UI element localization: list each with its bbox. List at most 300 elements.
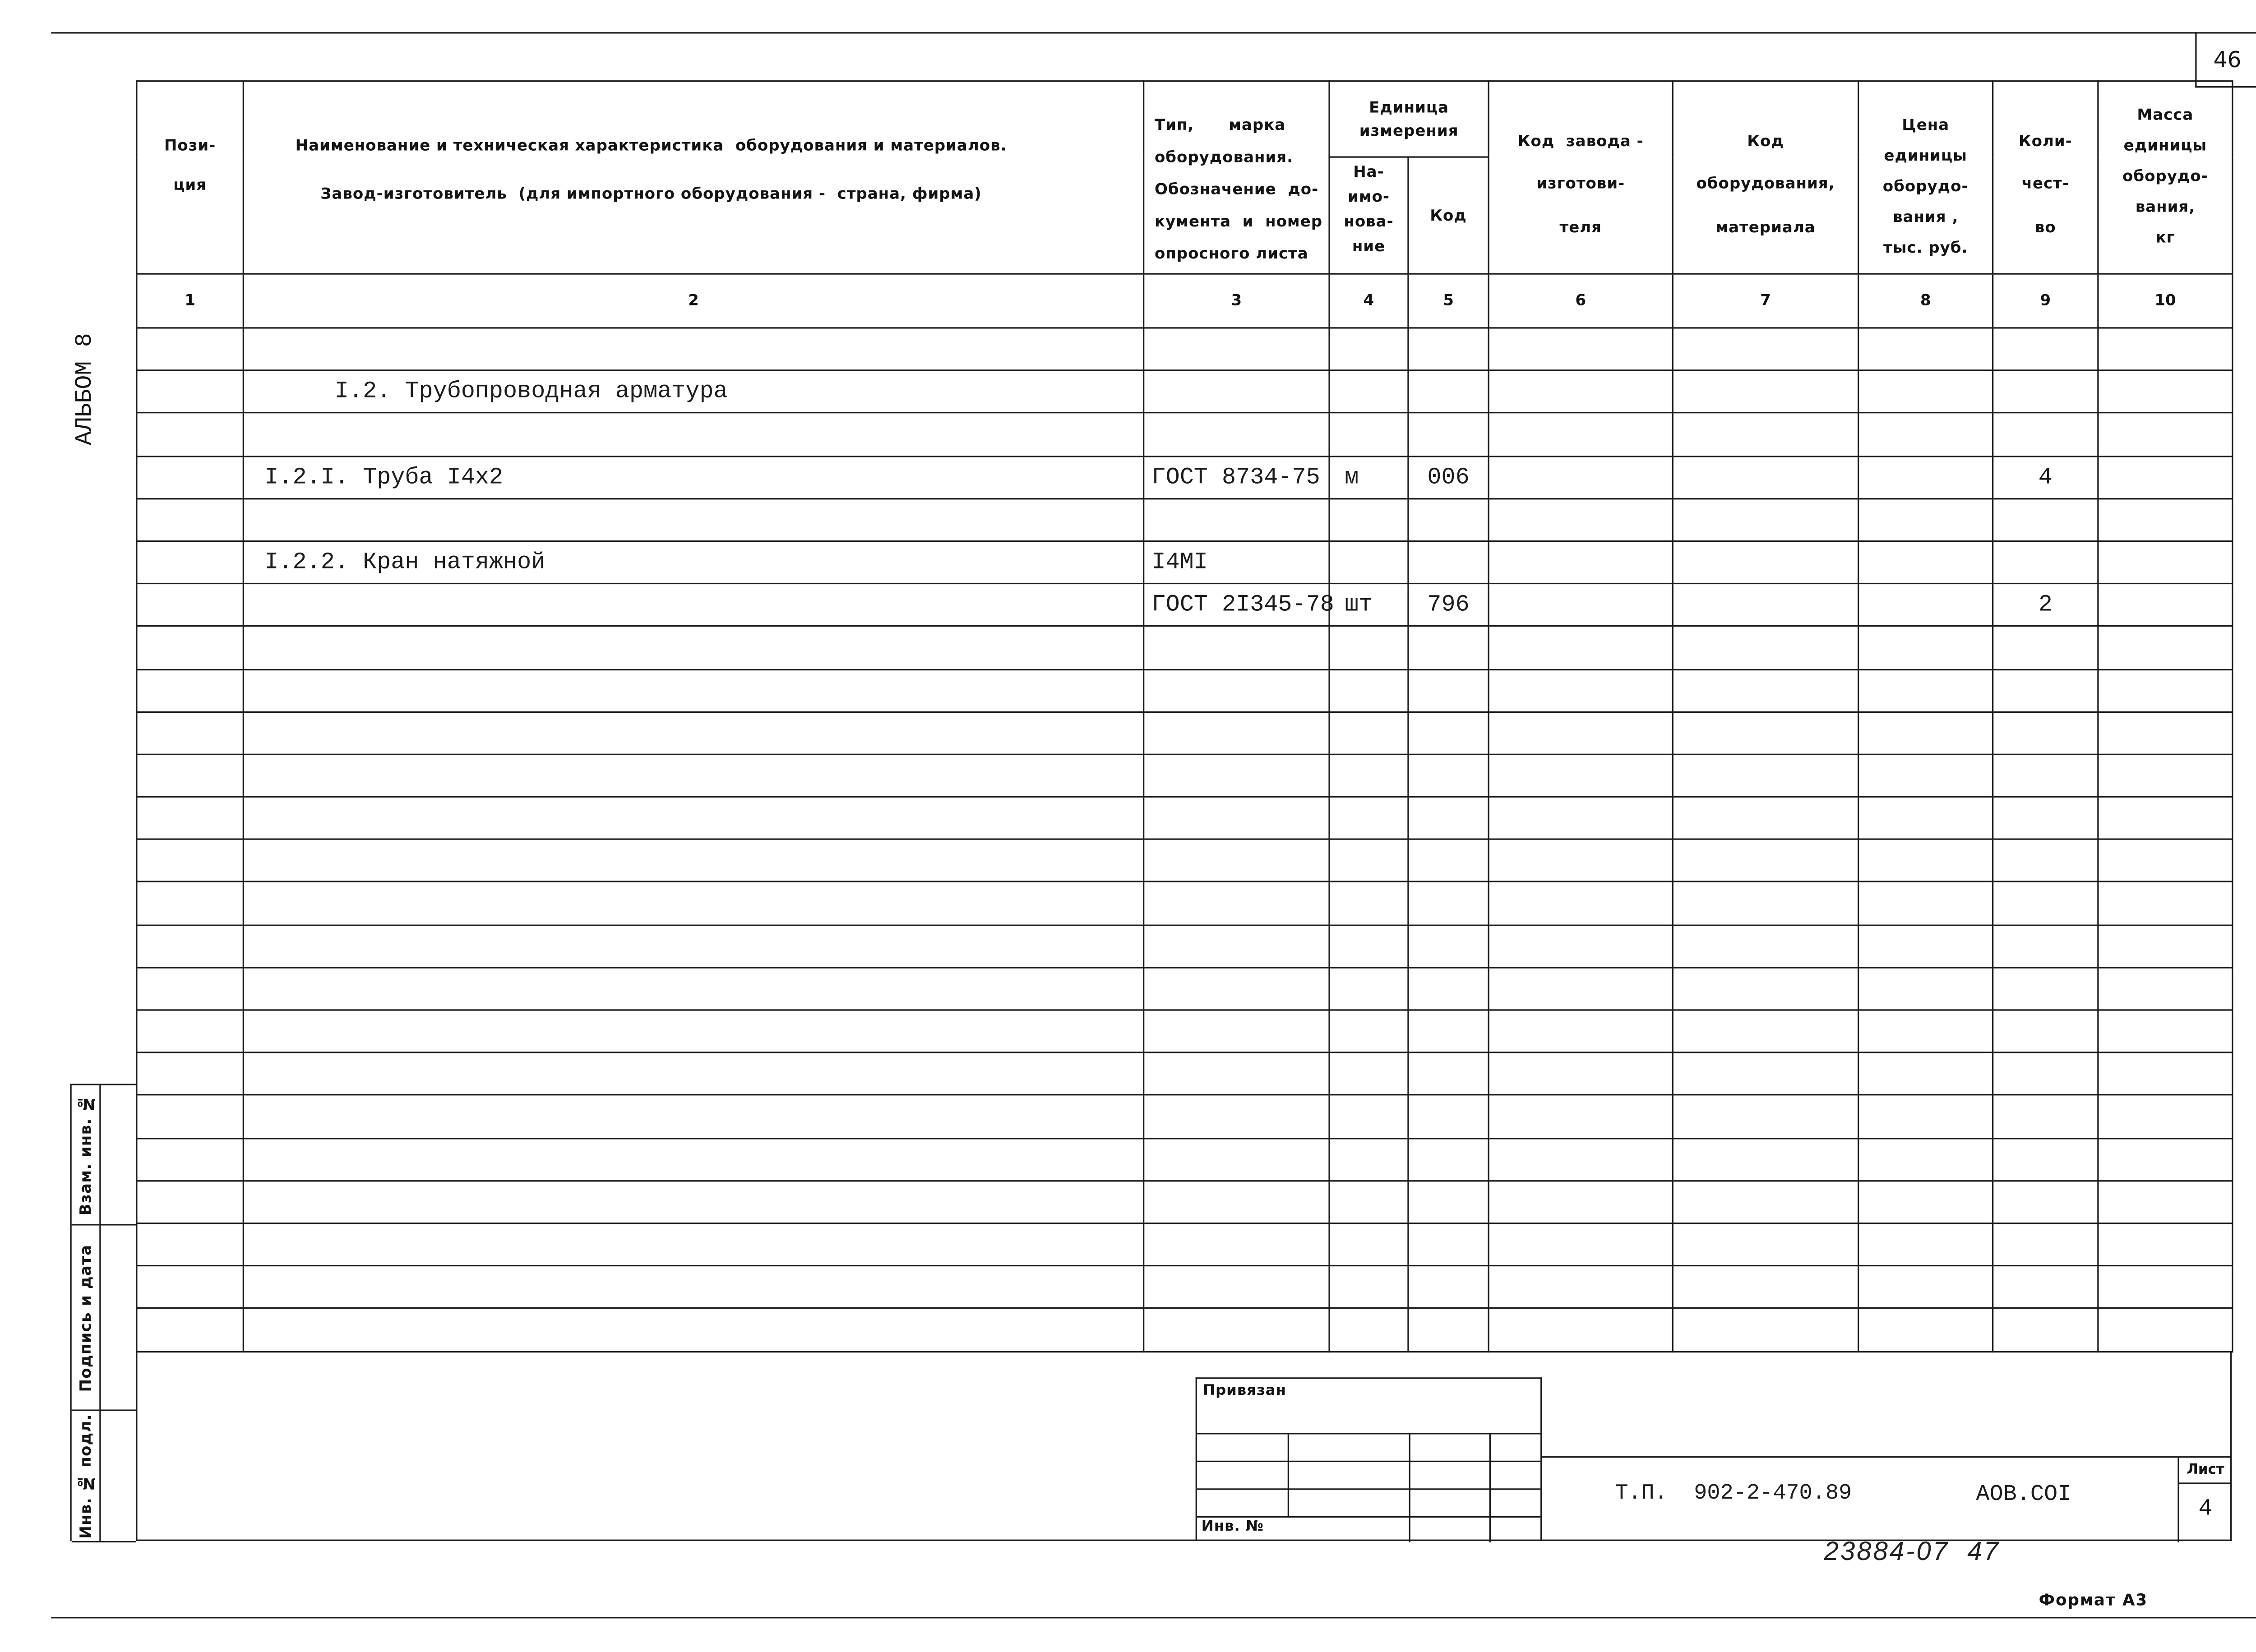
divider [1489, 1433, 1491, 1542]
unit-price-cell [1858, 626, 1993, 669]
designation-cell [1144, 498, 1329, 541]
table-row [137, 498, 2233, 541]
unit-code-cell [1408, 1308, 1489, 1351]
unit-price-cell [1858, 328, 1993, 371]
plant-code-cell [1489, 584, 1673, 627]
header-line: оборудо- [2122, 168, 2208, 186]
unit-code-cell [1408, 1052, 1489, 1095]
plant-code-cell [1489, 967, 1673, 1010]
name-cell [243, 1138, 1143, 1181]
table-row [137, 626, 2233, 669]
position-cell [137, 1266, 243, 1309]
plant-code-cell [1489, 1223, 1673, 1266]
plant-code-cell [1489, 370, 1673, 413]
unit-code-cell [1408, 669, 1489, 712]
plant-code-cell [1489, 754, 1673, 797]
quantity-cell [1993, 797, 2098, 840]
name-cell [243, 711, 1143, 754]
header-line: кумента и номер [1154, 212, 1323, 230]
unit-name-cell: м [1329, 456, 1408, 498]
unit-code-cell [1408, 882, 1489, 925]
header-line: Тип, марка [1154, 116, 1286, 134]
quantity-cell [1993, 1010, 2098, 1053]
sheet-label: Лист [2179, 1458, 2232, 1484]
designation-cell [1144, 1181, 1329, 1223]
unit-name-cell [1329, 626, 1408, 669]
unit-name-cell [1329, 328, 1408, 371]
designation-cell [1144, 754, 1329, 797]
equipment-code-cell [1673, 1138, 1858, 1181]
equipment-code-cell [1673, 1266, 1858, 1309]
equipment-code-cell [1673, 1010, 1858, 1053]
plant-code-cell [1489, 925, 1673, 968]
position-cell [137, 882, 243, 925]
quantity-cell [1993, 626, 2098, 669]
quantity-cell [1993, 498, 2098, 541]
table-row [137, 669, 2233, 712]
name-cell [243, 797, 1143, 840]
name-cell [243, 1181, 1143, 1223]
header-line: измерения [1359, 122, 1459, 140]
header-line: Код [1747, 132, 1784, 150]
quantity-cell [1993, 669, 2098, 712]
plant-code-cell [1489, 1052, 1673, 1095]
unit-price-cell [1858, 754, 1993, 797]
table-row [137, 1010, 2233, 1053]
unit-price-cell [1858, 669, 1993, 712]
unit-name-cell [1329, 498, 1408, 541]
unit-name-cell [1329, 669, 1408, 712]
header-line: тыс. руб. [1883, 239, 1968, 257]
position-cell [137, 840, 243, 882]
equipment-code-cell [1673, 541, 1858, 584]
name-cell [243, 413, 1143, 456]
quantity-cell [1993, 1223, 2098, 1266]
unit-price-cell [1858, 541, 1993, 584]
side-stamp [70, 1084, 136, 1541]
name-cell: I.2.I. Труба I4x2 [243, 456, 1143, 498]
equipment-code-cell [1673, 498, 1858, 541]
original-inventory-cell [72, 1411, 136, 1542]
header-line: теля [1559, 218, 1602, 236]
quantity-cell [1993, 1095, 2098, 1138]
unit-code-cell [1408, 370, 1489, 413]
unit-code-cell [1408, 1181, 1489, 1223]
signature-date-label: Подпись и дата [77, 1244, 94, 1391]
unit-code-cell [1408, 840, 1489, 882]
designation-cell [1144, 1095, 1329, 1138]
unit-code-cell [1408, 626, 1489, 669]
header-line: кг [2155, 229, 2175, 247]
header-line: ние [1352, 238, 1386, 256]
unit-name-cell [1329, 754, 1408, 797]
designation-cell [1144, 1010, 1329, 1053]
table-row [137, 1095, 2233, 1138]
column-number: 8 [1858, 274, 1993, 328]
header-equipment-code [1673, 81, 1858, 274]
position-cell [137, 1052, 243, 1095]
unit-name-cell [1329, 1138, 1408, 1181]
position-cell [137, 1181, 243, 1223]
divider [1409, 1433, 1410, 1542]
stamp-text-column [72, 1226, 101, 1410]
header-line: во [2034, 218, 2056, 236]
page-number: 46 [2195, 32, 2256, 88]
equipment-code-cell [1673, 882, 1858, 925]
position-cell [137, 413, 243, 456]
section-row [137, 370, 2233, 413]
designation-cell [1144, 370, 1329, 413]
unit-name-cell [1329, 541, 1408, 584]
name-cell [243, 1266, 1143, 1309]
unit-name-cell [1329, 882, 1408, 925]
designation-cell [1144, 1266, 1329, 1309]
position-cell [137, 328, 243, 371]
header-line: имо- [1347, 188, 1390, 206]
unit-price-cell [1858, 882, 1993, 925]
sheet-number: 4 [2198, 1495, 2213, 1522]
quantity-cell [1993, 1266, 2098, 1309]
equipment-code-cell [1673, 711, 1858, 754]
unit-name-cell [1329, 840, 1408, 882]
equipment-code-cell [1673, 626, 1858, 669]
header-plant-code [1489, 81, 1673, 274]
designation-cell: ГОСТ 2I345-78 [1144, 584, 1329, 627]
position-cell [137, 669, 243, 712]
name-cell [243, 925, 1143, 968]
quantity-cell [1993, 328, 2098, 371]
name-cell: I.2. Трубопроводная арматура [243, 370, 1143, 413]
unit-name-cell [1329, 925, 1408, 968]
name-cell [243, 669, 1143, 712]
plant-code-cell [1489, 840, 1673, 882]
unit-price-cell [1858, 456, 1993, 498]
position-cell [137, 1095, 243, 1138]
unit-name-cell [1329, 711, 1408, 754]
unit-price-cell [1858, 1223, 1993, 1266]
quantity-cell [1993, 1308, 2098, 1351]
unit-name-cell [1329, 797, 1408, 840]
unit-code-cell [1408, 498, 1489, 541]
unit-name-cell [1329, 1181, 1408, 1223]
quantity-cell [1993, 711, 2098, 754]
unit-price-cell [1858, 1266, 1993, 1309]
table-row [137, 413, 2233, 456]
equipment-code-cell [1673, 925, 1858, 968]
position-cell [137, 498, 243, 541]
unit-price-cell [1858, 967, 1993, 1010]
table-row [137, 328, 2233, 371]
header-line: изготови- [1536, 175, 1625, 194]
column-number-row [137, 274, 2233, 328]
column-number: 7 [1673, 274, 1858, 328]
position-cell [137, 967, 243, 1010]
table-row [137, 925, 2233, 968]
unit-price-cell [1858, 413, 1993, 456]
plant-code-cell [1489, 1266, 1673, 1309]
table-row [137, 967, 2233, 1010]
equipment-code-cell [1673, 967, 1858, 1010]
unit-price-cell [1858, 370, 1993, 413]
plant-code-cell [1489, 626, 1673, 669]
unit-code-cell [1408, 328, 1489, 371]
header-line: Единица [1369, 98, 1449, 116]
header-line: Цена [1902, 116, 1950, 134]
unit-code-cell [1408, 1095, 1489, 1138]
position-cell [137, 370, 243, 413]
table-row [137, 797, 2233, 840]
plant-code-cell [1489, 541, 1673, 584]
unit-mass-cell [2098, 1138, 2233, 1181]
name-cell [243, 1052, 1143, 1095]
designation-cell: ГОСТ 8734-75 [1144, 456, 1329, 498]
unit-mass-cell [2098, 882, 2233, 925]
unit-name-cell [1329, 1308, 1408, 1351]
project-number: Т.П. 902-2-470.89 [1615, 1481, 1852, 1506]
header-line: единицы [1884, 147, 1967, 165]
name-cell [243, 1308, 1143, 1351]
replaced-inventory-cell [72, 1085, 136, 1226]
plant-code-cell [1489, 711, 1673, 754]
column-number: 5 [1408, 274, 1489, 328]
album-label-text: АЛЬБОМ 8 [71, 332, 98, 445]
column-number: 3 [1144, 274, 1329, 328]
equipment-code-cell [1673, 1223, 1858, 1266]
position-cell [137, 797, 243, 840]
unit-code-cell [1408, 1223, 1489, 1266]
format-label: Формат А3 [2039, 1590, 2148, 1610]
column-number: 10 [2098, 274, 2233, 328]
unit-code-cell: 796 [1408, 584, 1489, 627]
equipment-code-cell [1673, 1308, 1858, 1351]
table-row [137, 840, 2233, 882]
unit-price-cell [1858, 1181, 1993, 1223]
table-row [137, 1308, 2233, 1351]
equipment-code-cell [1673, 840, 1858, 882]
plant-code-cell [1489, 1138, 1673, 1181]
unit-code-cell [1408, 1266, 1489, 1309]
header-line: чест- [2021, 175, 2069, 194]
unit-mass-cell [2098, 456, 2233, 498]
unit-mass-cell [2098, 1010, 2233, 1053]
unit-mass-cell [2098, 626, 2233, 669]
position-cell [137, 1138, 243, 1181]
handwritten-note: 23884-07 47 [1824, 1537, 2000, 1566]
header-line: Наименование и техническая характеристика оборудования и материалов. [295, 136, 1007, 154]
name-cell [243, 1010, 1143, 1053]
header-line: Код завода - [1517, 132, 1644, 150]
binding-stamp [1196, 1377, 1542, 1541]
header-line: Код [1430, 207, 1467, 225]
plant-code-cell [1489, 1308, 1673, 1351]
plant-code-cell [1489, 1010, 1673, 1053]
unit-mass-cell [2098, 669, 2233, 712]
quantity-cell [1993, 840, 2098, 882]
unit-code-cell [1408, 797, 1489, 840]
designation-cell [1144, 711, 1329, 754]
unit-name-cell [1329, 1266, 1408, 1309]
replaced-inventory-label: Взам. инв. № [77, 1094, 94, 1216]
designation-cell [1144, 925, 1329, 968]
plant-code-cell [1489, 882, 1673, 925]
unit-mass-cell [2098, 1181, 2233, 1223]
unit-mass-cell [2098, 1223, 2233, 1266]
quantity-cell [1993, 1052, 2098, 1095]
header-unit-group [1329, 81, 1489, 157]
position-cell [137, 1223, 243, 1266]
table-row [137, 754, 2233, 797]
equipment-code-cell [1673, 328, 1858, 371]
designation-cell [1144, 626, 1329, 669]
designation-cell [1144, 1138, 1329, 1181]
name-cell [243, 626, 1143, 669]
unit-name-cell [1329, 1095, 1408, 1138]
unit-mass-cell [2098, 1266, 2233, 1309]
unit-mass-cell [2098, 1095, 2233, 1138]
equipment-code-cell [1673, 413, 1858, 456]
binding-inventory-label: Инв. № [1201, 1519, 1264, 1535]
table-body [137, 328, 2233, 1351]
header-unit-code [1408, 157, 1489, 274]
quantity-cell [1993, 1181, 2098, 1223]
stamp-text-column [72, 1085, 101, 1224]
unit-mass-cell [2098, 754, 2233, 797]
binding-stamp-title: Привязан [1202, 1383, 1287, 1399]
header-position [137, 81, 243, 274]
unit-mass-cell [2098, 328, 2233, 371]
quantity-cell [1993, 754, 2098, 797]
table-row [137, 584, 2233, 627]
header-row [137, 81, 2233, 157]
unit-code-cell [1408, 413, 1489, 456]
unit-price-cell [1858, 498, 1993, 541]
header-line: Пози- [164, 137, 216, 155]
plant-code-cell [1489, 1095, 1673, 1138]
header-unit-price [1858, 81, 1993, 274]
table-row [137, 1138, 2233, 1181]
unit-mass-cell [2098, 1052, 2233, 1095]
stamp-text-column [72, 1411, 101, 1541]
name-cell [243, 584, 1143, 627]
title-block [1542, 1456, 2232, 1541]
unit-price-cell [1858, 584, 1993, 627]
unit-name-cell [1329, 1010, 1408, 1053]
plant-code-cell [1489, 328, 1673, 371]
header-line: вания, [2135, 198, 2196, 217]
table-row [137, 711, 2233, 754]
unit-code-cell [1408, 1138, 1489, 1181]
name-cell [243, 328, 1143, 371]
header-quantity [1993, 81, 2098, 274]
table-row [137, 1052, 2233, 1095]
designation-cell [1144, 797, 1329, 840]
unit-code-cell [1408, 541, 1489, 584]
header-line: На- [1353, 163, 1384, 181]
unit-price-cell [1858, 840, 1993, 882]
position-cell [137, 754, 243, 797]
quantity-cell [1993, 882, 2098, 925]
equipment-code-cell [1673, 584, 1858, 627]
unit-code-cell [1408, 925, 1489, 968]
header-unit-mass [2098, 81, 2233, 274]
original-inventory-label: Инв. № подл. [77, 1413, 94, 1539]
unit-price-cell [1858, 797, 1993, 840]
unit-price-cell [1858, 925, 1993, 968]
table-row [137, 1266, 2233, 1309]
equipment-code-cell [1673, 1181, 1858, 1223]
plant-code-cell [1489, 669, 1673, 712]
quantity-cell [1993, 967, 2098, 1010]
unit-price-cell [1858, 1010, 1993, 1053]
unit-price-cell [1858, 1095, 1993, 1138]
column-number: 4 [1329, 274, 1408, 328]
unit-price-cell [1858, 1138, 1993, 1181]
divider [1288, 1433, 1289, 1516]
quantity-cell: 2 [1993, 584, 2098, 627]
quantity-cell [1993, 413, 2098, 456]
name-cell [243, 882, 1143, 925]
position-cell [137, 584, 243, 627]
column-number: 6 [1489, 274, 1673, 328]
unit-mass-cell [2098, 797, 2233, 840]
header-line: Завод-изготовитель (для импортного оборудования - страна, фирма) [320, 185, 982, 203]
designation-cell [1144, 840, 1329, 882]
name-cell: I.2.2. Кран натяжной [243, 541, 1143, 584]
designation-cell [1144, 669, 1329, 712]
header-line: материала [1715, 218, 1816, 236]
unit-name-cell: шт [1329, 584, 1408, 627]
table-row [137, 541, 2233, 584]
header-line: Обозначение до- [1154, 180, 1319, 198]
header-line: оборудования, [1696, 175, 1835, 194]
designation-cell [1144, 328, 1329, 371]
plant-code-cell [1489, 498, 1673, 541]
quantity-cell [1993, 370, 2098, 413]
header-line: ция [173, 176, 207, 194]
unit-code-cell [1408, 1010, 1489, 1053]
unit-name-cell [1329, 1052, 1408, 1095]
table-row [137, 456, 2233, 498]
designation-cell [1144, 1308, 1329, 1351]
position-cell [137, 456, 243, 498]
column-number: 2 [243, 274, 1143, 328]
header-unit-name [1329, 157, 1408, 274]
quantity-cell [1993, 541, 2098, 584]
unit-name-cell [1329, 1223, 1408, 1266]
equipment-code-cell [1673, 1095, 1858, 1138]
plant-code-cell [1489, 1181, 1673, 1223]
equipment-code-cell [1673, 456, 1858, 498]
sheet-box [2177, 1458, 2232, 1542]
designation-cell [1144, 882, 1329, 925]
table-row [137, 882, 2233, 925]
equipment-code-cell [1673, 669, 1858, 712]
header-line: Коли- [2018, 132, 2072, 150]
designation-cell [1144, 1223, 1329, 1266]
header-line: вания , [1893, 208, 1959, 226]
unit-mass-cell [2098, 925, 2233, 968]
position-cell [137, 1010, 243, 1053]
unit-mass-cell [2098, 840, 2233, 882]
unit-price-cell [1858, 711, 1993, 754]
equipment-code-cell [1673, 797, 1858, 840]
name-cell [243, 754, 1143, 797]
position-cell [137, 1308, 243, 1351]
plant-code-cell [1489, 413, 1673, 456]
name-cell [243, 498, 1143, 541]
header-name [243, 81, 1143, 274]
signature-date-cell [72, 1226, 136, 1411]
